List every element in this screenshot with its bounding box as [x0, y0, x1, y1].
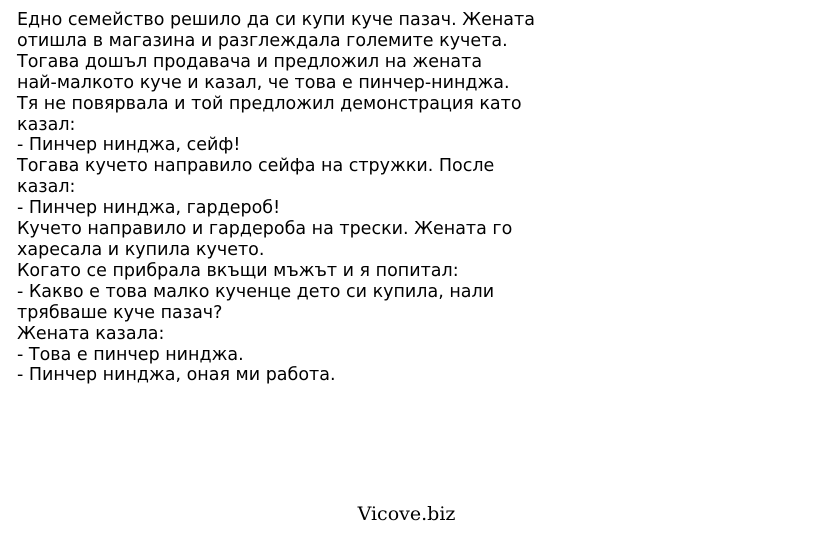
joke-line: Тогава дошъл продавача и предложил на жената: [17, 51, 483, 72]
joke-line: - Какво е това малко кученце дето си купила, нали: [17, 281, 495, 302]
joke-line: трябваше куче пазач?: [17, 302, 223, 323]
joke-line: - Това е пинчер нинджа.: [17, 344, 244, 365]
joke-line: Когато се прибрала вкъщи мъжът и я попитал:: [17, 260, 459, 281]
joke-text: [17, 10, 807, 386]
joke-line: отишла в магазина и разглеждала големите кучета.: [17, 30, 508, 51]
joke-line: харесала и купила кучето.: [17, 239, 265, 260]
joke-line: - Пинчер нинджа, оная ми работа.: [17, 365, 336, 386]
site-watermark: Vicove.biz: [357, 503, 456, 525]
joke-line: - Пинчер нинджа, сейф!: [17, 135, 241, 156]
joke-line: казал:: [17, 114, 76, 135]
joke-line: Тя не повярвала и той предложил демонстрация като: [17, 93, 522, 114]
joke-line: Едно семейство решило да си купи куче пазач. Жената: [17, 10, 535, 30]
joke-line: най-малкото куче и казал, че това е пинчер-нинджа.: [17, 72, 510, 93]
joke-line: Тогава кучето направило сейфа на стружки. После: [17, 156, 495, 177]
joke-line: Кучето направило и гардероба на трески. Жената го: [17, 219, 513, 240]
joke-line: - Пинчер нинджа, гардероб!: [17, 198, 281, 219]
joke-line: казал:: [17, 177, 76, 198]
joke-line: Жената казала:: [17, 323, 165, 344]
